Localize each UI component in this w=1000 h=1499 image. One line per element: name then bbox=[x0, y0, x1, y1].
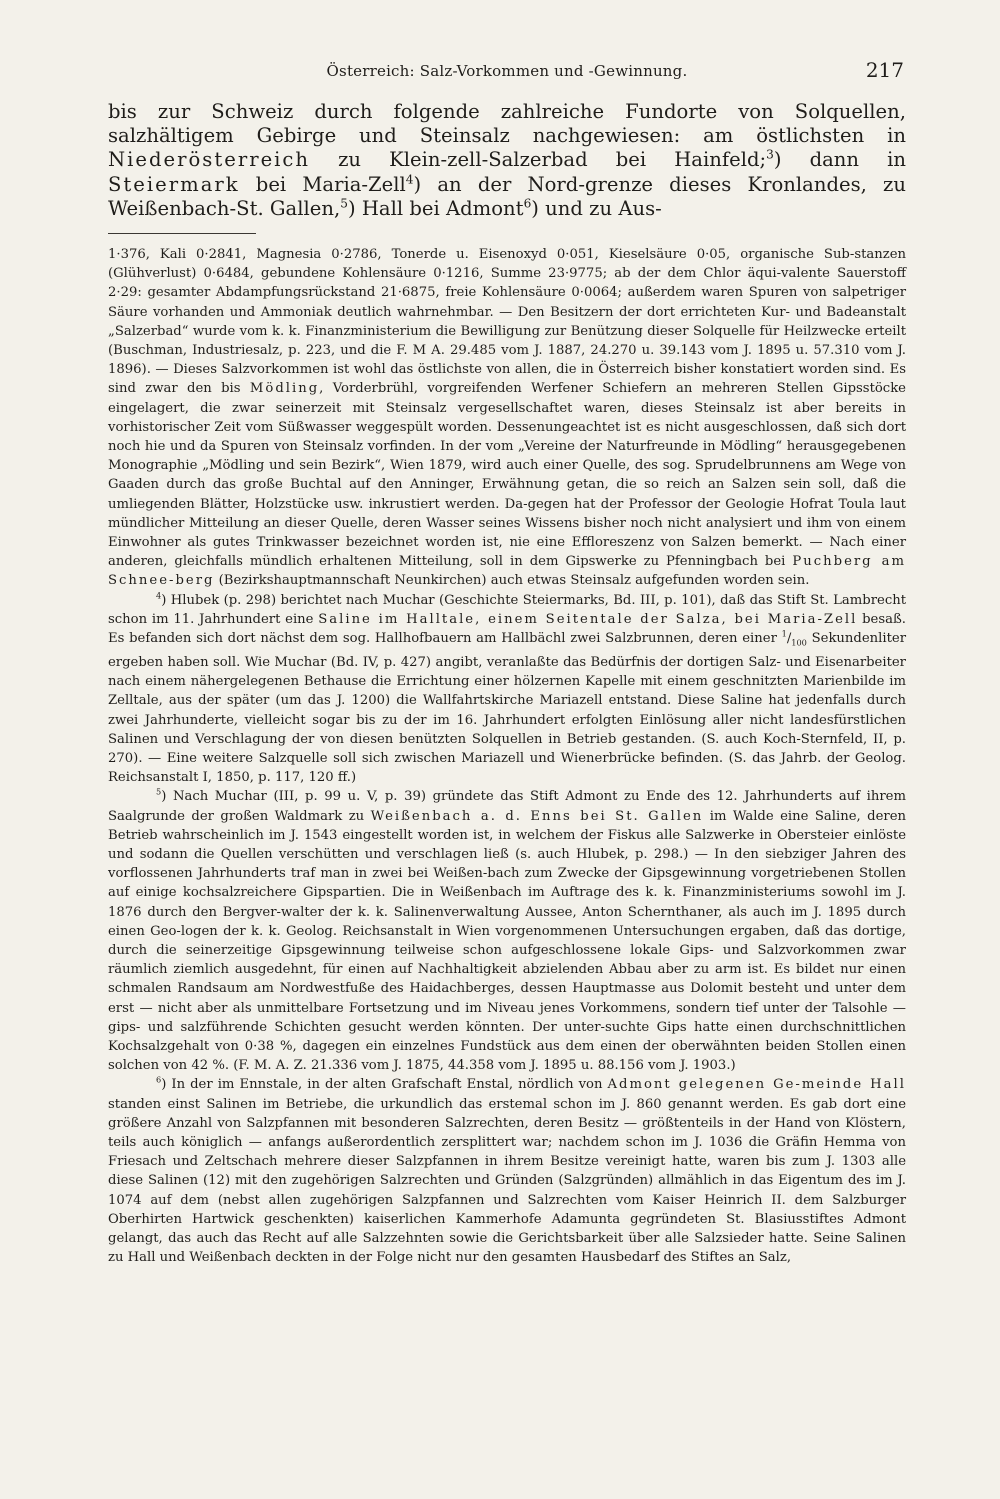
fn3-text-c: (Bezirkshauptmannschaft Neunkirchen) auch etwas Steinsalz aufgefunden worden sein. bbox=[214, 573, 810, 589]
main-text-2: zu Klein-zell-Salzerbad bei Hainfeld; bbox=[310, 148, 767, 172]
fn4-place-saline: Saline im Halltale, einem Seitentale der Salza, bei Maria-Zell bbox=[318, 611, 858, 627]
main-paragraph bbox=[108, 100, 906, 221]
region-niederoesterreich: Niederösterreich bbox=[108, 148, 311, 172]
main-text-6: ) Hall bei Admont bbox=[347, 196, 524, 220]
fn6-place-hall: Admont gelegenen Ge-meinde Hall bbox=[607, 1077, 906, 1093]
running-header bbox=[108, 58, 906, 88]
main-text-7: ) und zu Aus- bbox=[531, 196, 662, 220]
footnote-6 bbox=[108, 1075, 906, 1267]
footnote-separator bbox=[108, 233, 256, 234]
fn5-mark: 5 bbox=[156, 786, 162, 797]
footnote-5 bbox=[108, 787, 906, 1075]
fn5-text-a: ) Nach Muchar (III, p. 99 u. V, p. 39) gründete das Stift Admont zu Ende des 12. Jahrhunderts auf ihrem Saalgrunde der großen Waldmark zu bbox=[108, 789, 906, 824]
fn5-text-b: im Walde eine Saline, deren Betrieb wahrscheinlich im J. 1543 eingestellt worden ist, in welchem der Fiskus alle Salzwerke in Obersteier einlöste und sodann die Quellen verschütten und verschlagen ließ (s. auch Hlubek, p. 298.) — In den siebziger Jahren des vorflossenen Jahrhunderts traf man in zwei bei Weißen-bach zum Zwecke der Gipsgewinnung vorgetriebenen Stollen auf einige kochsalzreichere Gipspartien. Die in Weißenbach im Auftrage des k. k. Finanzministeriums sowohl im J. 1876 durch den Bergver-walter der k. k. Salinenverwaltung Aussee, Anton Schernthaner, als auch im J. 1895 durch einen Geo-logen der k. k. Geolog. Reichsanstalt in Wien vorgenommenen Untersuchungen ergaben, daß das dortige, durch die seinerzeitige Gipsgewinnung teilweise schon aufgeschlossene lokale Gips- und Salzvorkommen zwar räumlich ziemlich ausgedehnt, für einen auf Nachhaltigkeit abzielenden Abbau aber zu arm ist. Es bildet nur einen schmalen Randsaum am Nordwestfuße des Haidachberges, dessen Hauptmasse aus Dolomit besteht und unter dem erst — nicht aber als unmittelbare Fortsetzung und im Niveau jenes Vorkommens, sondern tief unter der Talsohle — gips- und salzführende Schichten gesucht werden könnten. Der unter-suchte Gips hatte einen durchschnittlichen Kochsalzgehalt von 0·38 %, dagegen ein einzelnes Fundstück aus dem einen der oberwähnten beiden Stollen einen solchen von 42 %. (F. M. A. Z. 21.336 vom J. 1875, 44.358 vom J. 1895 u. 88.156 vom J. 1903.) bbox=[108, 808, 907, 1074]
main-text-4: bei Maria-Zell bbox=[239, 172, 406, 196]
fn3-place-puchberg: Puchberg am Schnee-berg bbox=[108, 554, 906, 589]
footnote-ref-6: 6 bbox=[523, 196, 532, 211]
fn3-text-b: , Vorderbrühl, vorgreifenden Werfener Schiefern an mehreren Stellen Gipsstöcke eingelagert, die zwar seinerzeit mit Steinsalz vergesellschaftet waren, dieses Steinsalz ist aber bereits in vorhistorischer Zeit vom Süßwasser weggespült worden. Dessenungeachtet ist es nicht ausgeschlossen, daß sich dort noch hie und da Spuren von Steinsalz vorfinden. In der vom „Vereine der Naturfreunde in Mödling“ herausgegebenen Monographie „Mödling und sein Bezirk“, Wien 1879, wird auch einer Quelle, des sog. Sprudelbrunnens am Wege von Gaaden durch das große Buchtal auf den Anninger, Erwähnung getan, die so reich an Salzen sein soll, daß die umliegenden Blätter, Holzstücke usw. inkrustiert werden. Da-gegen hat der Professor der Geologie Hofrat Toula laut mündlicher Mitteilung an dieser Quelle, deren Wasser seines Wissens bisher noch nicht analysiert und ihm von einem Einwohner als gutes Trinkwasser bezeichnet worden ist, nie eine Effloreszenz von Salzen bemerkt. — Nach einer anderen, gleichfalls mündlich erhaltenen Mitteilung, soll in dem Gipswerke zu Pfenningbach bei bbox=[108, 381, 906, 570]
fn6-mark: 6 bbox=[156, 1075, 162, 1085]
fn5-place-weissenbach: Weißenbach a. d. Enns bei St. Gallen bbox=[370, 808, 704, 824]
fn6-text-a: ) In der im Ennstale, in der alten Grafschaft Enstal, nördlich von bbox=[161, 1077, 608, 1093]
fn3-place-moedling: Mödling bbox=[249, 381, 320, 397]
fn3-text-a: 1·376, Kali 0·2841, Magnesia 0·2786, Tonerde u. Eisenoxyd 0·051, Kieselsäure 0·05, organische Sub-stanzen (Glühverlust) 0·6484, gebundene Kohlensäure 0·1216, Summe 23·9775; ab der dem Chlor äqui-valente Sauerstoff 2·29: gesamter Abdampfungsrückstand 21·6875, freie Kohlensäure 0·0064; außerdem waren Spuren von salpetriger Säure vorhanden und Ammoniak deutlich wahrnehmbar. — Den Besitzern der dort errichteten Kur- und Badeanstalt „Salzerbad“ wurde vom k. k. Finanzministerium die Bewilligung zur Benützung dieser Solquelle für Heilzwecke erteilt (Buschman, Industriesalz, p. 223, und die F. M A. 29.485 vom J. 1887, 24.270 u. 39.143 vom J. 1895 u. 57.310 vom J. 1896). — Dieses Salzvorkommen ist wohl das östlichste von allen, die in Österreich bisher konstatiert worden sind. Es sind zwar den bis bbox=[108, 247, 906, 397]
book-page bbox=[108, 58, 906, 1267]
footnote-ref-3: 3 bbox=[766, 147, 774, 162]
main-text-3: ) dann in bbox=[773, 148, 906, 172]
page-number: 217 bbox=[865, 58, 904, 82]
footnote-4: $^4$) Hlubek (p. 298) berichtet nach Muchar (Geschichte Steiermarks, Bd. III, p. 101), daß das Stift St. Lambrecht schon im 11. Jahrhundert eine Saline im Halltale, einem Seitentale der Salza, bei Maria-Zell besaß. Es befanden sich dort nächst dem sog. Hallhofbauern am Hallbächl zwei Salzbrunnen, deren einer $^1/_{100}$ Sekundenliter ergeben haben soll. Wie Muchar (Bd. IV, p. 427) angibt, veranlaßte das Bedürfnis der dortigen Salz- und Eisenarbeiter nach einem nähergelegenen Bethause die Errichtung einer hölzernen Kapelle mit einem geschnitzten Marienbilde im Zelltale, aus der später (um das J. 1200) die Wallfahrtskirche Mariazell entstand. Diese Saline hat jedenfalls durch zwei Jahrhunderte, vielleicht sogar bis zu der im 16. Jahrhundert erfolgten Einlösung aller nicht landesfürstlichen Salinen und Verschlagung der von diesen benützten Solquellen in Betrieb gestanden. (S. auch Koch-Sternfeld, II, p. 270). — Eine weitere Salzquelle soll sich zwischen Mariazell und Wienerbrücke befinden. (S. das Jahrb. der Geolog. Reichsanstalt I, 1850, p. 117, 120 ff.) bbox=[108, 590, 906, 786]
fn4-text-a: ) Hlubek (p. 298) berichtet nach Muchar (Geschichte Steiermarks, Bd. III, p. 101), daß das Stift St. Lambrecht schon im 11. Jahrhundert eine bbox=[108, 592, 906, 627]
fn4-fraction-numerator: 1 bbox=[781, 628, 787, 639]
fn6-text-b: standen einst Salinen im Betriebe, die urkundlich das erstemal schon im J. 860 genannt werden. Es gab dort eine größere Anzahl von Salzpfannen mit besonderen Salzrechten, deren Besitz — größtenteils in der Hand von Klöstern, teils auch königlich — anfangs außerordentlich zersplittert war; nachdem schon im J. 1036 die Gräfin Hemma von Friesach und Zeltschach mehrere dieser Salzpfannen in ihrem Besitze vereinigt hatte, waren bis zum J. 1303 alle diese Salinen (12) mit den zugehörigen Salzrechten und Gründen (Salzgründen) allmählich in das Eigentum des im J. 1074 auf dem (nebst allen zugehörigen Salzpfannen und Salzrechten vom Kaiser Heinrich II. dem Salzburger Oberhirten Hartwick geschenkten) kaiserlichen Kammerhofe Adamunta gegründeten St. Blasiusstiftes Admont gelangt, das auch das Recht auf alle Salzzehnten sowie die Gerichtsbarkeit über alle Salzsieder hatte. Seine Salinen zu Hall und Weißenbach deckten in der Folge nicht nur den gesamten Hausbedarf des Stiftes an Salz, bbox=[108, 1096, 906, 1266]
region-steiermark: Steiermark bbox=[108, 172, 240, 196]
running-title: Österreich: Salz-Vorkommen und -Gewinnung. bbox=[326, 62, 688, 80]
footnote-3-continuation bbox=[108, 245, 906, 591]
footnote-ref-5: 5 bbox=[340, 196, 348, 211]
footnote-ref-4: 4 bbox=[405, 172, 414, 187]
main-text-1: bis zur Schweiz durch folgende zahlreiche Fundorte von Solquellen, salzhältigem Gebirge und Steinsalz nachgewiesen: am östlichsten in bbox=[108, 100, 906, 148]
fn4-fraction-denominator: 100 bbox=[791, 637, 807, 648]
fn4-text-c: Sekundenliter ergeben haben soll. Wie Muchar (Bd. IV, p. 427) angibt, veranlaßte das Bedürfnis der dortigen Salz- und Eisenarbeiter nach einem nähergelegenen Bethause die Errichtung einer hölzernen Kapelle mit einem geschnitzten Marienbilde im Zelltale, aus der später (um das J. 1200) die Wallfahrtskirche Mariazell entstand. Diese Saline hat jedenfalls durch zwei Jahrhunderte, vielleicht sogar bis zu der im 16. Jahrhundert erfolgten Einlösung aller nicht landesfürstlichen Salinen und Verschlagung der von diesen benützten Solquellen in Betrieb gestanden. (S. auch Koch-Sternfeld, II, p. 270). — Eine weitere Salzquelle soll sich zwischen Mariazell und Wienerbrücke befinden. (S. das Jahrb. der Geolog. Reichsanstalt I, 1850, p. 117, 120 ff.) bbox=[108, 631, 906, 786]
fn4-text-b: besaß. Es befanden sich dort nächst dem sog. Hallhofbauern am Hallbächl zwei Salzbrunnen, deren einer bbox=[108, 611, 906, 647]
fn4-mark: 4 bbox=[156, 590, 162, 601]
footnotes bbox=[108, 245, 906, 1267]
main-text-5: ) an der Nord-grenze dieses Kronlandes, zu Weißenbach-St. Gallen, bbox=[108, 172, 906, 220]
